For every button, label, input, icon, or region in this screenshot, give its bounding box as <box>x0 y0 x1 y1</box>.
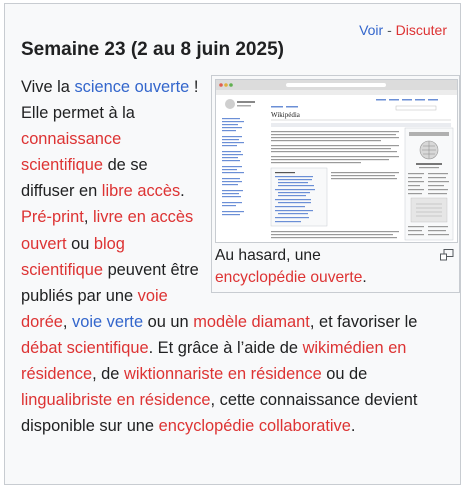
magnify-clip-icon[interactable] <box>440 249 454 261</box>
link-wiktionnariste-en-residence[interactable]: wiktionnariste en résidence <box>123 365 322 384</box>
thumbnail-caption <box>215 245 415 289</box>
text-segment: ou de <box>321 365 368 384</box>
text-segment: ou <box>66 234 94 253</box>
text-segment: , de <box>92 365 124 384</box>
link-science-ouverte[interactable]: science ouverte <box>74 78 190 96</box>
text-segment: , <box>83 208 93 227</box>
link-livre-en-acces-ouvert[interactable]: livre en accès ouvert <box>21 208 194 253</box>
text-segment: . <box>350 417 356 436</box>
link-voie-doree[interactable]: voie dorée <box>21 286 168 331</box>
link-pre-print[interactable]: Pré-print <box>21 208 84 227</box>
text-segment: . <box>180 182 185 201</box>
section-title: Semaine 23 (2 au 8 juin 2025) <box>21 39 284 60</box>
link-debat-scientifique[interactable]: débat scientifique <box>21 338 149 357</box>
link-connaissance-scientifique[interactable]: connaissance scientifique <box>21 130 122 175</box>
text-segment: . Et grâce à l’aide de <box>148 338 303 357</box>
thumbnail-figure <box>211 75 460 293</box>
text-segment: ou un <box>143 312 194 331</box>
text-segment: ! Elle permet à la <box>21 78 199 123</box>
section-content <box>21 74 449 439</box>
caption-end: . <box>362 269 367 286</box>
link-lingualibriste-en-residence[interactable]: lingualibriste en résidence <box>21 391 211 410</box>
text-segment: de se diffuser en <box>21 156 148 201</box>
portal-box <box>4 3 461 485</box>
link-voie-verte[interactable]: voie verte <box>72 312 144 331</box>
text-segment: , cette connaissance devient disponible sur une <box>21 391 418 436</box>
link-wikimedien-en-residence[interactable]: wikimédien en résidence <box>21 338 407 384</box>
wikipedia-screenshot[interactable] <box>215 79 458 243</box>
screenshot-heading: Wikipédia <box>271 111 300 119</box>
box-nav <box>359 21 447 39</box>
text-segment: , <box>62 312 73 331</box>
link-encyclopedie-collaborative[interactable]: encyclopédie collaborative <box>158 417 351 436</box>
view-link[interactable]: Voir <box>359 22 384 38</box>
screenshot-image <box>216 80 458 243</box>
nav-separator: - <box>387 22 392 38</box>
discuss-link[interactable]: Discuter <box>395 22 447 38</box>
text-segment: Vive la <box>21 78 75 96</box>
caption-text: Au hasard, une <box>215 247 321 264</box>
link-modele-diamant[interactable]: modèle diamant <box>193 312 310 331</box>
link-blog-scientifique[interactable]: blog scientifique <box>21 234 125 279</box>
caption-link[interactable]: encyclopédie ouverte <box>215 269 363 286</box>
text-segment: peuvent être publiés par une <box>21 260 199 305</box>
link-libre-acces[interactable]: libre accès <box>101 182 181 201</box>
text-segment: , et favoriser le <box>309 312 418 331</box>
